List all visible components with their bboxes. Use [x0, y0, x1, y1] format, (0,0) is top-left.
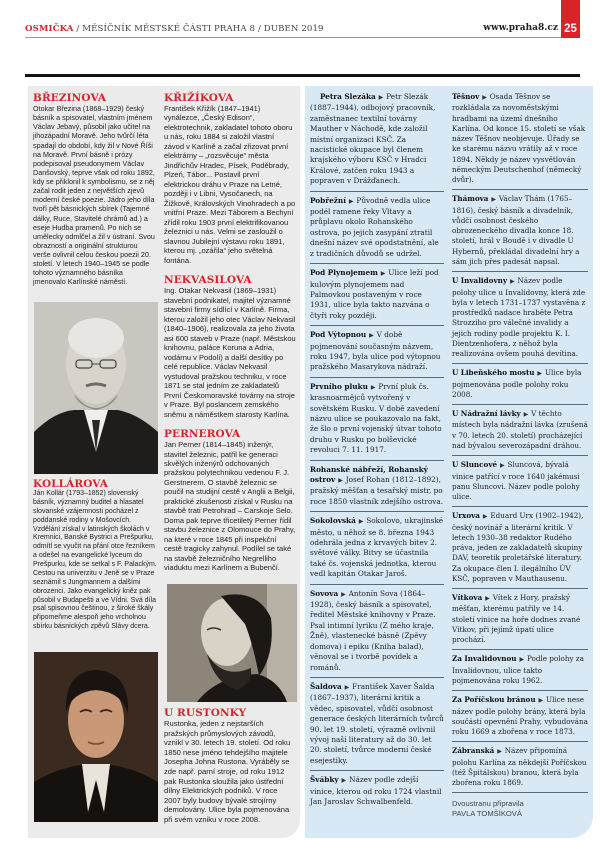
triangle-right-icon: ▶	[346, 197, 356, 205]
entry-description: Václav Thám (1765–1816), český básník a divadelník, vůdčí osobnost českého obrozeneckého divadla konce 18. století, hrál v Boudě i v divadle U Hybernů, překládal divadelní hry a sám jich přes padesát napsal.	[452, 194, 580, 266]
triangle-right-icon: ▶	[498, 462, 507, 470]
section-divider	[25, 74, 580, 77]
entry-street-name: U Nádražní lávky	[452, 409, 521, 419]
entry-street-name: Zábranská	[452, 746, 495, 756]
glossary-entry	[310, 330, 444, 378]
section-nekvasilova	[164, 274, 296, 419]
entry-description: Vítek z Hory, pražský měšťan, kterému patřily ve 14. století vinice na hoře dodnes zvané Vítkov, při jejímž úpatí ulice prochází.	[452, 593, 581, 645]
section-title: NEKVASILOVA	[164, 274, 252, 287]
entry-street-name: Pod Plynojemem	[310, 268, 378, 278]
entry-street-name: Za Invalidovnou	[452, 654, 517, 664]
left-column-a	[33, 92, 157, 296]
entry-description: V době pojmenování současným názvem, roku 1947, byla ulice pod výtopnou pražského Masarykova nádraží.	[310, 330, 441, 372]
glossary-entry	[310, 92, 444, 192]
entry-street-name: Šaldova	[310, 681, 342, 691]
section-body: Jan Perner (1814–1845) inženýr, stavitel železnic, patřil ke generaci skvělých inženýrů odchovaných pražskou polytechnikou vedenou F. J. Gerstnerem. O stavbě železnic se poučil na studijní cestě v Anglii a Belgii, praktické zkušenosti získal v Rusku na stavbě trati Petrohrad – Carskoje Selo. Doma pak teprve třicetiletý Perner řídil stavbu železnice z Olomouce do Prahy, na které v roce 1845 při inspekční cestě tragicky zahynul. Podílel se také na stavbě železničního Negrelliho viaduktu mezi Karlínem a Bubenčí.	[164, 440, 296, 573]
entry-street-name: U Sluncové	[452, 460, 498, 470]
glossary-entry	[452, 593, 588, 650]
section-body: Otokar Březina (1868–1929) český básník a spisovatel, vlastním jménem Václav Jebavý, působil jako učitel na jihozápadní Moravě. Jeho tvůrčí léta spadají do období, kdy žil v Nové Říši na Moravě. První básně i prózy podepisoval pseudonymem Václav Danšovský, teprve však od roku 1892, kdy se přiklonil k symbolismu, se z něj začal rodit jeden z největších zjevů moderní české poezie. Jádro jeho díla tvoří pět básnických sbírek (Tajemné dálky, Ruce, Stavitelé chrámů ad.) a eseje Hudba pramenů. Po nich se umělecky odmlčel a žil v ústraní. Svou obrazností a originální strukturou verše ovlivnil celou českou poezii 20. století. V letech 1940–1945 se podle tohoto významného básníka jmenovalo Karlínské náměstí.	[33, 104, 155, 287]
entry-street-name: Thámova	[452, 194, 489, 204]
entry-street-name: Těšnov	[452, 92, 480, 101]
brand-name: OSMIČKA	[25, 24, 74, 34]
glossary-entry	[452, 654, 588, 691]
triangle-right-icon: ▶	[339, 777, 349, 785]
glossary-entry	[452, 276, 588, 364]
section-u-rustonky	[164, 707, 296, 825]
glossary-entry	[452, 511, 588, 589]
triangle-right-icon: ▶	[508, 278, 517, 286]
glossary-entry	[452, 194, 588, 272]
entry-street-name: U Libeňského mostu	[452, 368, 535, 378]
triangle-right-icon: ▶	[339, 590, 348, 598]
issue-info: / MĚSÍČNÍK MĚSTSKÉ ČÁSTI PRAHA 8 / DUBEN 2019	[73, 24, 324, 34]
entry-description: Eduard Urx (1902–1942), český novinář a literární kritik. V letech 1930–38 redaktor Rudého práva, jeden ze zakladatelů skupiny DAV, teoretik proletářské literatury. Za okupace člen I. ilegálního ÚV KSČ, popraven v Mauthausenu.	[452, 511, 584, 583]
entry-street-name: Rohanské nábřeží, Rohanský ostrov	[310, 464, 428, 484]
entry-description: Název podle polohy ulice u Invalidovny, která zde byla v letech 1731–1737 vystavěna z prostředků nadace hraběte Petra Strozziho pro válečné invalidy a jejich rodiny podle projektu K. I. Dientzenhofera, z něhož byla realizována ovšem pouhá devítina.	[452, 276, 586, 359]
triangle-right-icon: ▶	[378, 270, 388, 278]
portrait-brezina-photo	[34, 302, 158, 474]
entry-description: Původně vedla ulice podél ramene řeky Vltavy a průplavu okolo Rohanského ostrova, po jejich zasypání ztratil dnešní název své opodstatnění, ale z tradičních důvodů se udržel.	[310, 195, 439, 258]
entry-description: Ulice leží pod kulovým plynojemem nad Palmovkou postaveným v roce 1931, ulice byla takto nazvána o čtyři roky později.	[310, 268, 439, 320]
glossary-column-b	[452, 92, 588, 819]
triangle-right-icon: ▶	[495, 748, 504, 756]
entry-description: Ulice nese název podle polohy brány, která byla součástí opevnění Prahy, vybudována roku 1669 a zbořena v roce 1873.	[452, 695, 588, 737]
triangle-right-icon: ▶	[517, 656, 526, 664]
section-body: Ján Kollár (1793–1852) slovenský básník, významný buditel a hlasatel slovanské vzájemnosti pocházel z poddanské rodiny v Mošovcích. Vzdělání získal v latinských školách v Kremnici, Banské Bystrici a Prešpurku, odmítl se vyučit na přání otce řezníkem a odešel na evangelické lyceum do Prešpurku, kde se setkal s F. Palackým. Cestou na univerzitu v Jeně se v Praze seznámil s Jungmannem a dalšími obrozenci. Jako evangelický kněz pak působil v Budapešti a ve Vídni. Svá díla psal spisovnou češtinou, z široké škály připomeňme alespoň jeho vrcholnou sbírku básnických zpěvů Slávy dcera.	[33, 490, 157, 631]
entry-description: V těchto místech byla nádražní lávka (zrušená v 70. letech 20. století) procházející nad bývalou severozápadní dráhou.	[452, 409, 588, 450]
entry-street-name: Petra Slezáka	[320, 92, 376, 101]
entry-street-name: Pobřežní	[310, 195, 346, 205]
triangle-right-icon: ▶	[536, 697, 546, 705]
triangle-right-icon: ▶	[368, 383, 378, 391]
entry-street-name: Vítkova	[452, 593, 483, 603]
entry-street-name: U Invalidovny	[452, 276, 508, 286]
glossary-entry	[452, 460, 588, 507]
website-link[interactable]: www.praha8.cz	[483, 23, 558, 33]
section-title: KŘIŽÍKOVA	[164, 92, 234, 104]
section-krizikova	[164, 92, 296, 265]
entry-description: Název podle zdejší vinice, kterou od roku 1724 vlastnil Jan Jaroslav Schwalbenfeld.	[310, 775, 442, 806]
entry-description: Osada Těšnov se rozkládala za novoměstskými hradbami na území dnešního Karlína. Od konce 15. století se však název Těšnov neobjevuje. Úřady se ke starému názvu vrátily až v roce 1894. Někdy je název vysvětlován německým Deutschenhof (německý dvůr).	[452, 92, 586, 185]
glossary-entry	[310, 382, 444, 461]
triangle-right-icon: ▶	[535, 370, 544, 378]
entry-street-name: Sovova	[310, 588, 339, 598]
triangle-right-icon: ▶	[342, 683, 352, 691]
glossary-entry	[310, 682, 444, 771]
glossary-entry	[310, 516, 444, 584]
credit-label: Dvoustranu připravila	[452, 799, 524, 809]
glossary-entry	[452, 746, 588, 793]
triangle-right-icon: ▶	[356, 518, 366, 526]
section-title: PERNEROVA	[164, 428, 241, 441]
author-credit	[452, 797, 588, 819]
left-column-a-lower	[33, 478, 157, 641]
entry-street-name: Sokolovská	[310, 516, 356, 526]
entry-description: Sokolovo, ukrajinské město, u něhož se 8. března 1943 odehrála jedna z krvavých bitev 2. světové války. Bitvy se účastnila také čs. vojenská jednotka, kterou vedl kapitán Otakar Jaroš.	[310, 516, 444, 579]
entry-description: Josef Rohan (1812–1892), pražský měšťan a tesařský mistr, po roce 1850 vlastník zdejšího ostrova.	[310, 475, 444, 506]
entry-street-name: Švábky	[310, 775, 339, 785]
entry-street-name: Za Poříčskou bránou	[452, 695, 536, 705]
triangle-right-icon: ▶	[367, 332, 376, 340]
glossary-entry	[452, 409, 588, 456]
glossary-column-a	[310, 92, 444, 815]
entry-description: Podle polohy za Invalidovnou, ulice takto pojmenována roku 1962.	[452, 654, 584, 686]
glossary-entry	[310, 775, 444, 811]
section-pernerova	[164, 428, 296, 573]
entry-description: Antonín Sova (1864–1928), český básník a spisovatel, ředitel Městské knihovny v Praze. Psal intimní lyriku (Z mého kraje, Žně), vlastenecké básně (Zpěvy domova) i epiku (Kniha balad), věnoval se i tvorbě povídek a románů.	[310, 588, 436, 672]
section-kollarova	[33, 478, 157, 632]
triangle-right-icon: ▶	[376, 94, 386, 101]
portrait-perner-photo	[167, 584, 297, 702]
entry-description: František Xaver Šalda (1867–1937), literární kritik a vědec, spisovatel, vůdčí osobnost generace českých literárních tvůrců 90. let 19. století, výrazně ovlivnil vývoj naší literatury až do 30. let 20. století, tvůrce moderní české esejestiky.	[310, 681, 444, 765]
glossary-entry	[310, 268, 444, 326]
left-column-b	[164, 92, 296, 582]
glossary-entry	[310, 465, 444, 513]
triangle-right-icon: ▶	[480, 513, 490, 521]
page-header	[25, 20, 580, 38]
section-brezinova	[33, 92, 157, 287]
portrait-kollar-photo	[34, 652, 158, 822]
section-title: U RUSTONKY	[164, 707, 247, 719]
entry-street-name: Urxova	[452, 511, 480, 521]
section-title: BŘEZINOVA	[33, 92, 107, 104]
glossary-entry	[452, 695, 588, 742]
glossary-entry	[452, 92, 588, 190]
entry-description: Sluncová, bývalá vinice patřící v roce 1640 jakémusi panu Sluncovi. Název podle polohy ulice.	[452, 460, 580, 502]
triangle-right-icon: ▶	[480, 94, 489, 101]
triangle-right-icon: ▶	[489, 196, 498, 204]
triangle-right-icon: ▶	[336, 477, 345, 484]
entry-description: Ulice byla pojmenována podle polohy roku 2008.	[452, 368, 582, 399]
section-body: Rustonka, jeden z nejstarších pražských průmyslových závodů, vznikl v 30. letech 19. století. Od roku 1850 nese jméno tehdejšího majitele Josepha Johna Rustona. Vyráběly se zde např. parní stroje, od roku 1912 pak Rustonka sloužila jako ústřední dílny Elektrických podniků. V roce 2007 byly budovy bývalé strojírny demolovány. Ulice byla pojmenována při svém vzniku v roce 2008.	[164, 719, 291, 824]
entry-description: Petr Slezák (1887–1944), odbojový pracovník, zaměstnanec textilní továrny Mauther v Náchodě, kde založil místní organizaci KSČ. Za nacistické okupace byl členem krajského výboru KSČ v Hradci Králové, zatčen roku 1943 a popraven v Drážďanech.	[310, 92, 436, 186]
portrait-image	[34, 302, 158, 474]
section-body: František Křižík (1847–1941) vynálezce, „Český Edison“, elektrotechnik, zakladatel tohoto oboru u nás, roku 1884 si založil vlastní závod v Karlíně a začal zřizovat první elektrárny – „rozsvěcuje“ města Jindřichův Hradec, Písek, Poděbrady, Plzeň, Tábor... Postavil první elektrickou dráhu v Praze na Letné, později i v Libni, Vysočanech, na Žižkově, Královských Vinohradech a po vnitřní Praze. Mezi Táborem a Bechyní zřídil roku 1903 první elektrifikovanou železnici u nás. Velmi se zasloužil o slavnou Jubilejní výstavu roku 1891, kterou mj. „ozářila“ jeho světelná fontána.	[164, 104, 296, 265]
portrait-image	[167, 584, 297, 702]
left-column-b-lower	[164, 707, 296, 834]
triangle-right-icon: ▶	[483, 595, 492, 603]
section-body: Ing. Otakar Nekvasil (1869–1931) stavební podnikatel, majitel významné stavební firmy sídlící v Karlíně. Firma, kterou založil jeho otec Václav Nekvasil (1840–1906), realizovala za jeho života asi 600 staveb v Praze (např. Městskou knihovnu, paláce Koruna a Adria, vodárnu v Podolí) a další desítky po celé republice. Václav Nekvasil vystudoval pražskou techniku, v roce 1871 se stal jedním ze zakladatelů První Českomoravské továrny na stroje v Praze. Byl poslancem zemského sněmu a náměstkem starosty Karlína.	[164, 286, 296, 419]
glossary-entry	[310, 196, 444, 264]
entry-description: Název připomíná polohu Karlína za někdejší Poříčskou (též Špitálskou) branou, která byla zbořena roku 1869.	[452, 746, 587, 788]
glossary-entry	[310, 589, 444, 678]
section-title: KOLLÁROVA	[33, 478, 108, 490]
entry-street-name: Pod Výtopnou	[310, 330, 367, 340]
triangle-right-icon: ▶	[521, 411, 531, 419]
credit-author: PAVLA TOMŠÍKOVÁ	[452, 809, 522, 819]
publication-line	[25, 24, 324, 34]
entry-description: První pluk čs. krasnoarmějců vytvořený v sovětském Rusku. V době zavedení názvu ulice se poukazovalo na fakt, že šlo o první vojenský útvar tohoto druhu v Rusku po bolševické revoluci 7. 11. 1917.	[310, 381, 442, 455]
page-number: 25	[561, 0, 580, 38]
portrait-image	[34, 652, 158, 822]
entry-street-name: Prvního pluku	[310, 381, 368, 391]
glossary-entry	[452, 368, 588, 405]
